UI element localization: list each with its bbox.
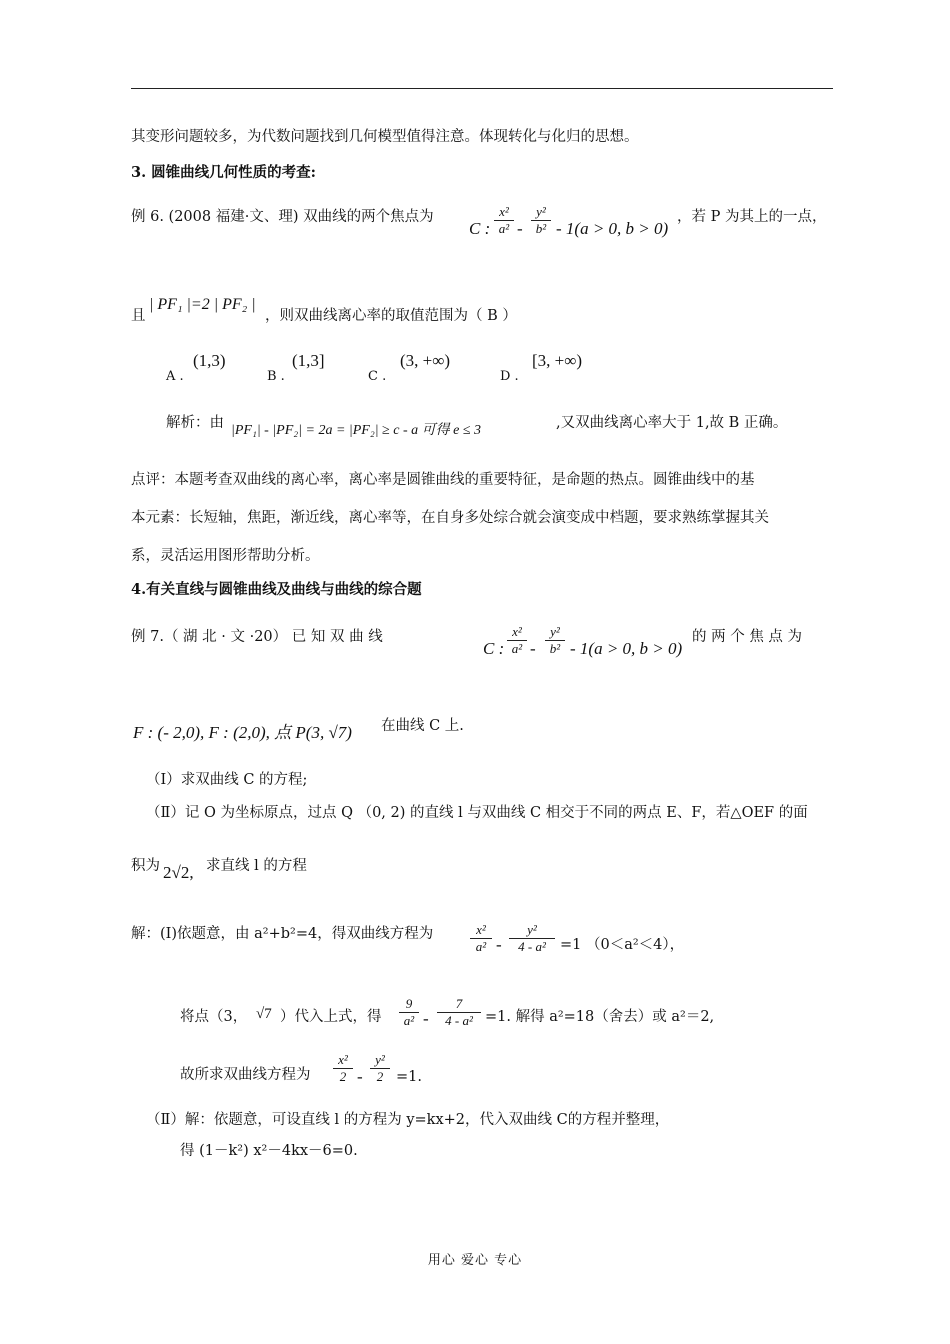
solution-line-2b: ）代入上式，得 (280, 1009, 382, 1025)
option-a-label: A . (166, 369, 184, 384)
fraction-y: y² 4 - a² (509, 922, 555, 955)
header-rule (131, 88, 833, 89)
foci-suffix: 在曲线 C 上. (381, 718, 464, 734)
comment-line: 系，灵活运用图形帮助分析。 (131, 548, 320, 564)
example7-prefix: 例 7.（ 湖 北 · 文 ·20） 已 知 双 曲 线 (131, 629, 383, 645)
fraction-x: x² 2 (333, 1052, 353, 1085)
example6-condition: - 1(a > 0, b > 0) (556, 219, 669, 238)
example6-line2b: ，则双曲线离心率的取值范围为（ B ） (265, 308, 517, 324)
solution-line-2a: 将点（3， (180, 1009, 248, 1025)
solution-line-5: 得 (1－k²) x²－4kx－6=0. (180, 1143, 358, 1159)
solution-line-2c: =1. 解得 a²=18（舍去）或 a²＝2, (485, 1009, 715, 1025)
analysis-math: |PF₁| - |PF₂| = 2a = |PF₂| ≥ c - a 可得 e ≤ 3 (231, 423, 482, 438)
comment-line: 点评：本题考查双曲线的离心率，离心率是圆锥曲线的重要特征，是命题的热点。圆锥曲线中的基 (131, 472, 755, 488)
text-line: 其变形问题较多，为代数问题找到几何模型值得注意。体现转化与化归的思想。 (131, 129, 639, 145)
minus-sign: - (423, 1009, 429, 1028)
fraction-y: y² b² (545, 624, 565, 657)
fraction-9: 9 a² (399, 996, 419, 1029)
fraction-x: x² a² (507, 624, 527, 657)
fraction-x: x² a² (494, 204, 514, 237)
section-heading-4: 4.有关直线与圆锥曲线及曲线与曲线的综合题 (131, 581, 422, 598)
page-footer: 用心 爱心 专心 (427, 1253, 523, 1268)
question-2: （Ⅱ）记 O 为坐标原点，过点 Q （0, 2) 的直线 l 与双曲线 C 相交于不同的两点 E、F，若△OEF 的面 (146, 805, 808, 821)
example6-C: C : (469, 219, 491, 238)
fraction-x: x² a² (470, 922, 492, 955)
section-heading-3: 3. 圆锥曲线几何性质的考查: (131, 164, 317, 181)
example6-line2a: 且 (131, 308, 146, 324)
area-value: 2√2, (163, 863, 194, 882)
option-c-label: C . (368, 369, 387, 384)
question-2b-suffix: 求直线 l 的方程 (206, 858, 307, 874)
example6-prefix: 例 6. (2008 福建·文、理) 双曲线的两个焦点为 (131, 209, 434, 225)
option-d-label: D . (500, 369, 519, 384)
option-b-value: (1,3] (292, 351, 325, 370)
minus-sign: - (357, 1067, 363, 1086)
question-2b-prefix: 积为 (131, 858, 160, 874)
minus-sign: - (496, 935, 502, 954)
example6-suffix: ，若 P 为其上的一点， (677, 209, 827, 225)
solution-line-1: 解：(Ⅰ)依题意，由 a²+b²=4，得双曲线方程为 (131, 926, 434, 942)
comment-line: 本元素：长短轴，焦距，渐近线，离心率等，在自身多处综合就会演变成中档题，要求熟练掌握其关 (131, 510, 769, 526)
solution-line-3b: =1. (396, 1069, 422, 1085)
solution-line-3a: 故所求双曲线方程为 (180, 1067, 311, 1083)
option-c-value: (3, +∞) (400, 351, 451, 370)
option-b-label: B . (267, 369, 285, 384)
example7-C: C : (483, 639, 505, 658)
analysis-suffix: ,又双曲线离心率大于 1,故 B 正确。 (556, 415, 788, 431)
fraction-y: y² b² (531, 204, 551, 237)
example7-suffix: 的 两 个 焦 点 为 (692, 629, 803, 645)
minus-sign: - (530, 639, 536, 658)
question-1: （Ⅰ）求双曲线 C 的方程; (146, 772, 308, 788)
fraction-y: y² 2 (370, 1052, 390, 1085)
sqrt7: √7 (256, 1006, 272, 1022)
fraction-7: 7 4 - a² (437, 996, 481, 1029)
solution-line-4: （Ⅱ）解：依题意，可设直线 l 的方程为 y=kx+2，代入双曲线 C的方程并整理， (146, 1112, 670, 1128)
pf-condition: | PF₁ |=2 | PF₂ | (149, 296, 256, 313)
solution-line-1-suffix: =1 （0＜a²＜4）， (560, 937, 685, 953)
minus-sign: - (517, 219, 523, 238)
option-d-value: [3, +∞) (532, 351, 583, 370)
analysis-prefix: 解析：由 (166, 415, 224, 431)
example7-condition: - 1(a > 0, b > 0) (570, 639, 683, 658)
foci-math: F : (- 2,0), F : (2,0), 点 P(3, √7) (133, 723, 352, 742)
option-a-value: (1,3) (193, 351, 226, 370)
